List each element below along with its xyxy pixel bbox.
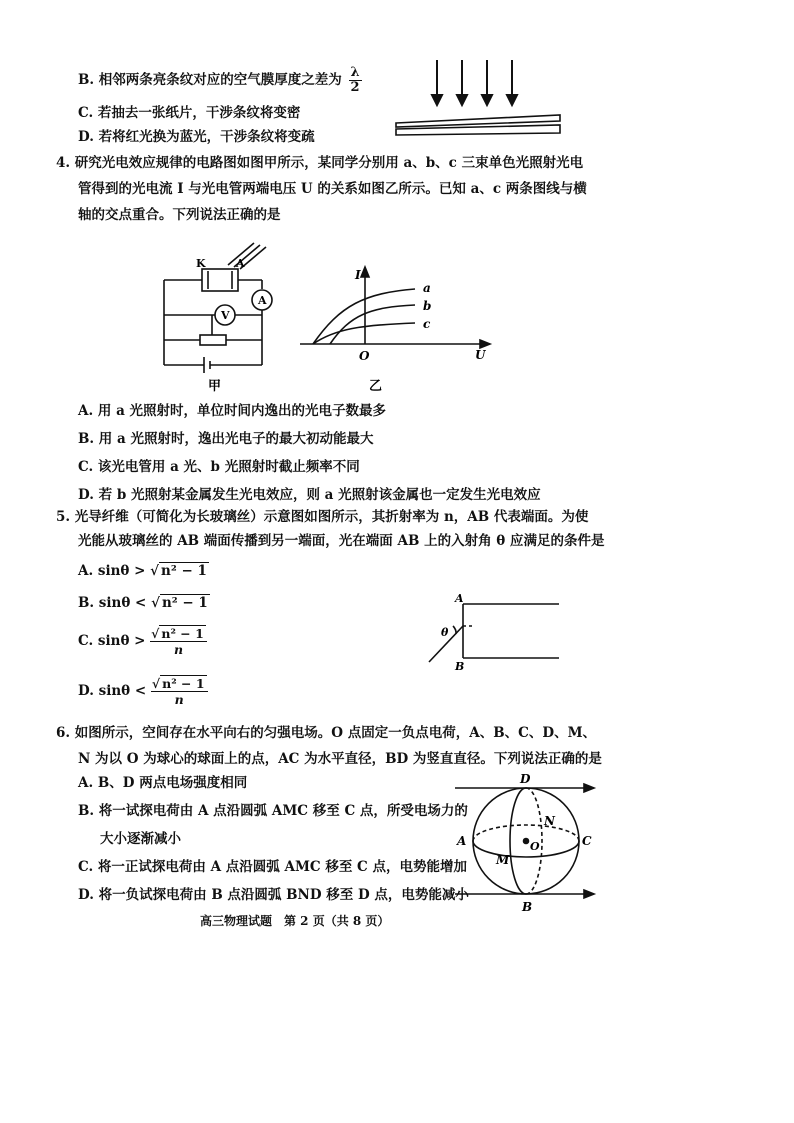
- q4-option-c: C. 该光电管用 a 光、b 光照射时截止频率不同: [78, 459, 360, 475]
- page-footer: 高三物理试题 第 2 页（共 8 页）: [200, 914, 390, 928]
- origin-label: O: [359, 349, 370, 363]
- circuit-diagram-jia: [150, 235, 300, 395]
- q5-option-a: A. sinθ > √ n² − 1: [78, 563, 207, 579]
- sphere-label-o: O: [530, 840, 540, 853]
- q6-stem-2: N 为以 O 为球心的球面上的点，AC 为水平直径，BD 为竖直直径。下列说法正确的是: [78, 751, 602, 767]
- q6-stem-1: 6. 如图所示，空间存在水平向右的匀强电场。O 点固定一负点电荷，A、B、C、D、M、: [56, 725, 597, 741]
- lambda-over-two: $\frac{\lambda}{2}$: [350, 65, 360, 95]
- q4-stem-2: 管得到的光电流 I 与光电管两端电压 U 的关系如图乙所示。已知 a、c 两条图线与横: [78, 181, 587, 197]
- label-a-anode: A: [236, 257, 245, 270]
- sphere-field-figure: [450, 770, 600, 920]
- axis-label-u: U: [475, 348, 486, 362]
- axis-label-i: I: [355, 268, 361, 282]
- air-wedge-figure: [390, 55, 570, 145]
- optical-fiber-figure: [425, 590, 575, 680]
- q6-option-a: A. B、D 两点电场强度相同: [78, 775, 248, 791]
- curve-b-label: b: [423, 299, 432, 313]
- q5-stem-1: 5. 光导纤维（可简化为长玻璃丝）示意图如图所示，其折射率为 n，AB 代表端面。为使: [56, 509, 589, 525]
- sphere-label-d: D: [520, 772, 531, 786]
- q6-option-d: D. 将一负试探电荷由 B 点沿圆弧 BND 移至 D 点，电势能减小: [78, 887, 469, 903]
- q4-option-d: D. 若 b 光照射某金属发生光电效应，则 a 光照射该金属也一定发生光电效应: [78, 487, 541, 503]
- q5-option-c: C. sinθ > $\frac{\text{√ n² − 1}}{n}$: [78, 626, 207, 657]
- iu-graph-yi: [295, 265, 495, 425]
- label-k: K: [196, 257, 206, 270]
- sphere-label-c: C: [582, 834, 592, 848]
- q4-stem-1: 4. 研究光电效应规律的电路图如图甲所示，某同学分别用 a、b、c 三束单色光照射光电: [56, 155, 584, 171]
- caption-jia: 甲: [208, 379, 222, 394]
- q3-option-b: B. 相邻两条亮条纹对应的空气膜厚度之差为 $\frac{\lambda}{2}$: [78, 65, 360, 95]
- q4-option-b: B. 用 a 光照射时，逸出光电子的最大初动能最大: [78, 431, 374, 447]
- q6-option-b-line1: B. 将一试探电荷由 A 点沿圆弧 AMC 移至 C 点，所受电场力的: [78, 803, 468, 819]
- q5-stem-2: 光能从玻璃丝的 AB 端面传播到另一端面，光在端面 AB 上的入射角 θ 应满足的条件是: [78, 533, 605, 549]
- sphere-label-m: M: [496, 853, 510, 867]
- q3-option-d: D. 若将红光换为蓝光，干涉条纹将变疏: [78, 129, 315, 145]
- ammeter-label: A: [258, 294, 267, 307]
- q4-stem-3: 轴的交点重合。下列说法正确的是: [78, 207, 281, 223]
- curve-c-label: c: [423, 317, 431, 331]
- sphere-label-n: N: [544, 814, 555, 828]
- q5-option-b: B. sinθ < √ n² − 1: [78, 595, 208, 611]
- curve-a-label: a: [423, 281, 431, 295]
- q6-option-b-line2: 大小逐渐减小: [100, 831, 181, 847]
- q5-option-d: D. sinθ < $\frac{\text{√ n² − 1}}{n}$: [78, 676, 208, 707]
- q3-option-c: C. 若抽去一张纸片，干涉条纹将变密: [78, 105, 301, 121]
- sphere-label-b: B: [522, 900, 533, 914]
- voltmeter-label: V: [221, 309, 230, 322]
- q4-option-a: A. 用 a 光照射时，单位时间内逸出的光电子数最多: [78, 403, 387, 419]
- fiber-label-a: A: [455, 592, 464, 605]
- caption-yi: 乙: [369, 379, 383, 394]
- sphere-label-a: A: [457, 834, 467, 848]
- fiber-label-b: B: [455, 660, 465, 673]
- angle-theta-label: θ: [441, 626, 449, 639]
- q6-option-c: C. 将一正试探电荷由 A 点沿圆弧 AMC 移至 C 点，电势能增加: [78, 859, 467, 875]
